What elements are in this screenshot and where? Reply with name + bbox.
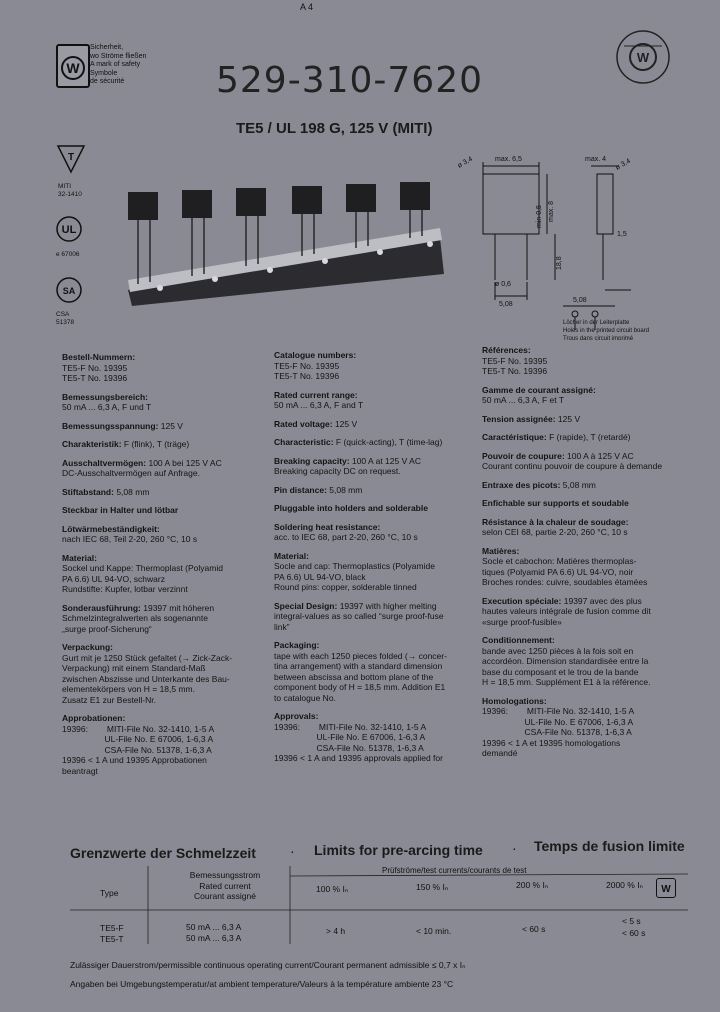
spec-heading: Bemessungsbereich:	[62, 391, 148, 402]
spec-heading: Approvals:	[274, 711, 319, 721]
row-rated: 50 mA ... 6,3 A	[186, 933, 242, 943]
spec-line	[274, 456, 474, 467]
dim-max65: max. 6,5	[495, 156, 522, 163]
spec-value: 19397 avec des plus	[563, 595, 642, 606]
csa-label	[56, 311, 86, 327]
dim-max8: max. 8	[548, 200, 555, 222]
spec-line	[482, 596, 697, 607]
spec-section	[482, 498, 697, 509]
spec-value: DC-Ausschaltvermögen auf Anfrage.	[62, 468, 200, 478]
spec-line	[482, 517, 697, 528]
spec-line	[62, 352, 262, 363]
spec-value: 19396: MITI-File No. 32-1410, 1-5 A	[482, 706, 635, 716]
spec-line	[482, 432, 697, 443]
separator-dot: ·	[512, 840, 517, 856]
spec-value: to catalogue No.	[274, 692, 336, 703]
spec-value: component body of H = 18,5 mm. Addition E1	[274, 682, 446, 692]
spec-heading: Special Design:	[274, 600, 338, 611]
spec-heading: Références:	[482, 345, 531, 355]
spec-section	[482, 635, 697, 688]
spec-value: demandé	[482, 748, 518, 758]
spec-heading: Matières:	[482, 545, 520, 556]
svg-text:SA: SA	[62, 286, 76, 296]
spec-heading: Conditionnement:	[482, 635, 555, 645]
spec-heading: Homologations:	[482, 695, 547, 706]
svg-text:W: W	[66, 60, 80, 76]
spec-value: TE5-F No. 19395	[482, 355, 548, 366]
spec-value: Broches rondes: cuivre, soudables étamées	[482, 577, 648, 587]
spec-value: 19396 < 1 A und 19395 Approbationen	[62, 755, 207, 765]
spec-section	[274, 437, 474, 448]
spec-line	[62, 421, 262, 432]
spec-heading: Tension assignée:	[482, 413, 556, 424]
spec-value: Sockel und Kappe: Thermoplast (Polyamid	[62, 563, 223, 573]
spec-value: „surge proof-Sicherung“	[62, 623, 152, 634]
row-type: TE5-F	[100, 923, 124, 933]
product-photo	[120, 180, 450, 310]
spec-heading: Résistance à la chaleur de soudage:	[482, 516, 629, 527]
spec-line	[274, 551, 474, 562]
spec-line	[274, 711, 474, 722]
spec-value: selon CEI 68, partie 2-20, 260 °C, 10 s	[482, 527, 628, 537]
limits-heading-de: Grenzwerte der Schmelzzeit	[70, 845, 256, 861]
spec-section	[482, 432, 697, 443]
spec-value: F (rapide), T (retardé)	[549, 432, 631, 442]
dim-508b: 5,08	[573, 297, 587, 304]
spec-heading: Gamme de courant assigné:	[482, 384, 596, 395]
spec-value: PA 6.6) UL 94-VO, schwarz	[62, 573, 165, 584]
logo	[56, 44, 90, 88]
spec-value: 19396: MITI-File No. 32-1410, 1-5 A	[274, 721, 427, 732]
spec-heading: Entraxe des picots:	[482, 479, 561, 490]
hole-note-line: Holes in the printed circuit board	[563, 328, 650, 334]
spec-section	[482, 385, 697, 406]
spec-line	[62, 487, 262, 498]
spec-value: bande avec 1250 pièces à la fois soit en	[482, 645, 634, 656]
spec-value: CSA-File No. 51378, 1-6,3 A	[62, 744, 212, 755]
spec-value: 19396 < 1 A and 19395 approvals applied for	[274, 753, 443, 763]
spec-heading: Pouvoir de coupure:	[482, 450, 565, 461]
spec-value: accordéon. Dimension standardisée entre la	[482, 656, 649, 666]
certification-seal	[614, 28, 672, 86]
spec-section	[62, 487, 262, 498]
spec-value: H = 18,5 mm. Supplément E1 à la référence.	[482, 677, 651, 687]
spec-line	[274, 522, 474, 533]
spec-value: tina arrangement) with a standard dimension	[274, 661, 443, 671]
dim-d34b: ø 3,4	[614, 157, 632, 172]
spec-section	[274, 419, 474, 430]
spec-section	[482, 517, 697, 538]
spec-value: «surge proof-fusible»	[482, 616, 562, 627]
spec-value: 125 V	[160, 420, 183, 431]
row-c150: < 10 min.	[416, 926, 452, 936]
spec-section	[62, 642, 262, 705]
spec-value: 50 mA ... 6,3 A, F und T	[62, 402, 152, 412]
technical-drawing	[455, 140, 705, 340]
svg-text:UL: UL	[61, 224, 77, 236]
spec-value: UL-File No. E 67006, 1-6,3 A	[482, 716, 634, 727]
spec-section	[274, 522, 474, 543]
dim-min05: min 0,5	[536, 205, 543, 228]
spec-value: TE5-F No. 19395	[274, 360, 340, 371]
spec-section	[274, 456, 474, 477]
spec-section	[62, 524, 262, 545]
spec-value: 19397 mit höheren	[143, 602, 215, 613]
spec-section	[62, 505, 262, 516]
spec-value: Zusatz E1 zur Bestell-Nr.	[62, 694, 157, 705]
spec-value: 5,08 mm	[562, 479, 596, 490]
spec-value: Gurt mit je 1250 Stück gefaltet (→ Zick-Zack-	[62, 652, 233, 663]
spec-value: 125 V	[557, 413, 581, 424]
spec-value: Rundstifte: Kupfer, lotbar verzinnt	[62, 584, 188, 594]
csa-line: CSA	[56, 311, 70, 318]
spec-line	[62, 392, 262, 403]
spec-value: tiques (Polyamid PA 6.6) UL 94-VO, noir	[482, 566, 634, 577]
spec-value: 5,08 mm	[329, 484, 363, 495]
spec-value: 50 mA ... 6,3 A, F et T	[482, 395, 565, 405]
spec-heading: Material:	[62, 552, 97, 563]
spec-line	[62, 553, 262, 564]
spec-value: PA 6.6) UL 94-VO, black	[274, 571, 366, 582]
spec-value: tape with each 1250 pieces folded (→ concer-	[274, 650, 447, 661]
csa-line: 51378	[56, 319, 75, 326]
spec-line	[62, 439, 262, 450]
spec-section	[62, 553, 262, 595]
logo-text-line: de sécurité	[90, 78, 125, 85]
spec-line	[482, 635, 697, 646]
spec-section	[274, 390, 474, 411]
spec-value: hautes valeurs intégrale de fusion comme dit	[482, 606, 651, 616]
spec-value: TE5-T No. 19396	[62, 373, 128, 383]
w-mark-small-icon	[657, 879, 675, 897]
spec-section	[62, 421, 262, 432]
spec-section	[274, 350, 474, 382]
spec-section	[62, 458, 262, 479]
row-c100: > 4 h	[326, 926, 346, 936]
spec-line	[62, 524, 262, 535]
top-mark: A 4	[300, 2, 314, 12]
page-title: TE5 / UL 198 G, 125 V (MITI)	[236, 120, 433, 137]
row-c2000: < 5 s	[622, 916, 641, 926]
spec-heading: Enfichable sur supports et soudable	[482, 498, 629, 508]
dim-508: 5,08	[499, 301, 513, 308]
spec-heading: Charakteristik:	[62, 439, 122, 449]
col-rated-line: Rated current	[199, 880, 251, 891]
spec-heading: Execution spéciale:	[482, 595, 562, 606]
spec-line	[482, 385, 697, 396]
col-rated	[170, 870, 280, 902]
csa-mark-icon	[56, 274, 86, 306]
ul-file: e 67006	[56, 251, 80, 258]
spec-section	[274, 711, 474, 764]
col-2000: 2000 % Iₙ	[606, 880, 643, 890]
spec-section	[274, 503, 474, 514]
spec-heading: Characteristic:	[274, 437, 334, 447]
spec-value: 125 V	[334, 418, 358, 429]
svg-text:W: W	[661, 884, 671, 895]
spec-heading: Material:	[274, 550, 309, 561]
spec-value: Courant continu pouvoir de coupure à demande	[482, 461, 663, 471]
hole-note-line: Trous dans circuit imprimé	[563, 336, 634, 340]
row-c2000: < 60 s	[622, 928, 646, 938]
spec-heading: Pluggable into holders and solderable	[274, 503, 428, 513]
col-rated-line: Courant assigné	[194, 891, 256, 901]
spec-section	[482, 596, 697, 628]
spec-line	[482, 696, 697, 707]
col-200: 200 % Iₙ	[516, 880, 549, 890]
spec-section	[274, 640, 474, 703]
limits-heading-en: Limits for pre-arcing time	[314, 842, 483, 858]
spec-section	[274, 601, 474, 633]
dim-d34a: ø 3,4	[456, 155, 474, 170]
spec-value: 100 A à 125 V AC	[567, 450, 634, 461]
spec-section	[482, 451, 697, 472]
approval-marks	[56, 142, 86, 327]
spec-value: nach IEC 68, Teil 2-20, 260 °C, 10 s	[62, 534, 198, 544]
spec-line	[482, 546, 697, 557]
logo-text-line: A mark of safety	[90, 61, 141, 68]
spec-heading: Approbationen:	[62, 713, 126, 723]
spec-value: acc. to IEC 68, part 2-20, 260 °C, 10 s	[274, 532, 418, 542]
spec-value: Verpackung) mit einem Standard-Maß	[62, 663, 206, 673]
spec-heading: Rated voltage:	[274, 418, 333, 429]
spec-value: between abscissa and bottom plane of the	[274, 671, 434, 682]
dim-06: ø 0,6	[495, 281, 511, 288]
col-rated-line: Bemessungsstrom	[189, 870, 261, 880]
spec-heading: Catalogue numbers:	[274, 350, 357, 360]
spec-section	[62, 392, 262, 413]
spec-heading: Stiftabstand:	[62, 486, 114, 497]
spec-value: Round pins: copper, solderable tinned	[274, 582, 417, 592]
miti-line: 32-1410	[58, 191, 82, 198]
miti-mark-icon	[56, 142, 86, 178]
col-100: 100 % Iₙ	[316, 884, 349, 894]
spec-value: 5,08 mm	[116, 486, 150, 497]
spec-value: 19396 < 1 A et 19395 homologations	[482, 737, 621, 748]
spec-line	[62, 642, 262, 653]
svg-text:W: W	[636, 50, 650, 65]
spec-value: F (quick-acting), T (time-lag)	[335, 437, 443, 447]
row-type: TE5-T	[100, 934, 124, 944]
spec-line	[482, 451, 697, 462]
spec-line	[274, 640, 474, 651]
spec-line	[62, 713, 262, 724]
spec-heading: Sonderausführung:	[62, 602, 141, 613]
spec-line	[482, 498, 697, 509]
spec-value: UL-File No. E 67006, 1-6,3 A	[274, 732, 426, 742]
spec-value: CSA-File No. 51378, 1-6,3 A	[482, 727, 632, 737]
limits-heading-fr: Temps de fusion limite	[534, 838, 685, 854]
column-english	[274, 350, 474, 772]
spec-section	[274, 485, 474, 496]
spec-section	[482, 480, 697, 491]
dim-188: 18,8	[556, 256, 563, 270]
table-lines	[70, 866, 688, 946]
logo-text-line: wo Ströme fließen	[90, 52, 147, 60]
spec-value: beantragt	[62, 765, 98, 776]
spec-section	[274, 551, 474, 593]
spec-heading: Steckbar in Halter und lötbar	[62, 505, 179, 515]
spec-line	[274, 350, 474, 361]
spec-section	[62, 439, 262, 450]
spec-line	[62, 505, 262, 516]
w-mark-icon	[58, 46, 88, 86]
spec-line	[62, 458, 262, 469]
spec-value: Socle and cap: Thermoplastics (Polyamide	[274, 561, 435, 571]
spec-heading: Ausschaltvermögen:	[62, 457, 147, 468]
spec-section	[482, 414, 697, 425]
spec-line	[482, 480, 697, 491]
spec-value: Socle et cabochon: Matières thermoplas-	[482, 556, 637, 566]
ul-mark-icon	[56, 213, 86, 245]
column-german	[62, 352, 262, 784]
svg-text:T: T	[67, 152, 75, 163]
col-test: Prüfströme/test currents/courants de test	[382, 866, 527, 875]
spec-value: Schmelzintegralwerten als sogenannte	[62, 613, 209, 623]
footnote: Zulässiger Dauerstrom/permissible continuous operating current/Courant permanent admissible ≤ 0,7 x Iₙ	[70, 960, 466, 970]
spec-line	[482, 345, 697, 356]
spec-line	[274, 485, 474, 496]
spec-heading: Breaking capacity:	[274, 455, 350, 466]
spec-heading: Rated current range:	[274, 389, 358, 400]
spec-line	[274, 419, 474, 430]
spec-value: base du composant et le trou de la bande	[482, 666, 639, 677]
spec-value: 19397 with higher melting	[339, 600, 437, 611]
spec-section	[62, 603, 262, 635]
spec-value: 100 A at 125 V AC	[351, 455, 421, 466]
handwritten-number: 529-310-7620	[216, 60, 484, 101]
spec-value: integral-values as so called “surge proof-fuse	[274, 611, 444, 621]
col-type: Type	[100, 888, 119, 898]
spec-heading: Verpackung:	[62, 642, 114, 652]
spec-heading: Bemessungsspannung:	[62, 420, 159, 431]
logo-text	[90, 44, 146, 87]
spec-section	[62, 713, 262, 776]
row-c200: < 60 s	[522, 924, 546, 934]
spec-value: elementekörpers von H = 18,5 mm.	[62, 684, 195, 694]
spec-section	[482, 546, 697, 588]
dim-max4: max. 4	[585, 156, 607, 163]
w-mark-small	[656, 878, 676, 898]
miti-line: MITI	[58, 183, 71, 190]
spec-heading: Soldering heat resistance:	[274, 521, 381, 532]
spec-section	[62, 352, 262, 384]
spec-value: Breaking capacity DC on request.	[274, 466, 401, 476]
spec-value: link”	[274, 621, 290, 632]
spec-heading: Caractéristique:	[482, 432, 547, 442]
spec-value: CSA-File No. 51378, 1-6,3 A	[274, 742, 424, 753]
row-rated: 50 mA ... 6,3 A	[186, 922, 242, 932]
spec-heading: Lötwärmebeständigkeit:	[62, 523, 160, 534]
spec-value: TE5-T No. 19396	[482, 366, 548, 376]
spec-value: 19396: MITI-File No. 32-1410, 1-5 A	[62, 723, 215, 734]
spec-heading: Packaging:	[274, 640, 320, 650]
logo-text-line: Symbole	[90, 69, 118, 77]
spec-section	[482, 696, 697, 759]
spec-line	[274, 390, 474, 401]
spec-line	[482, 414, 697, 425]
spec-value: 100 A bei 125 V AC	[148, 457, 222, 468]
spec-heading: Pin distance:	[274, 484, 327, 495]
spec-line	[274, 601, 474, 612]
spec-line	[274, 437, 474, 448]
miti-label	[58, 183, 86, 199]
spec-heading: Bestell-Nummern:	[62, 352, 136, 362]
footnote: Angaben bei Umgebungstemperatur/at ambient temperature/Valeurs à la température ambiente 23 °C	[70, 979, 454, 989]
spec-value: UL-File No. E 67006, 1-6,3 A	[62, 734, 214, 744]
spec-value: TE5-T No. 19396	[274, 371, 340, 381]
spec-value: 50 mA ... 6,3 A, F and T	[274, 400, 364, 410]
fuse-tape-photo	[120, 180, 450, 310]
spec-line	[62, 603, 262, 614]
spec-value: F (flink), T (träge)	[123, 439, 190, 449]
dimension-drawing	[455, 140, 705, 340]
column-french	[482, 345, 697, 767]
separator-dot: ·	[290, 843, 295, 859]
hole-note-line: Löcher in der Leiterplatte	[563, 320, 630, 326]
spec-section	[482, 345, 697, 377]
seal-icon	[614, 28, 672, 86]
spec-line	[274, 503, 474, 514]
dim-15: 1,5	[617, 231, 627, 238]
spec-value: TE5-F No. 19395	[62, 362, 128, 373]
logo-text-line: Sicherheit,	[90, 44, 124, 51]
col-150: 150 % Iₙ	[416, 882, 449, 892]
spec-value: zwischen Abszisse und Unterkante des Bau-	[62, 673, 230, 684]
